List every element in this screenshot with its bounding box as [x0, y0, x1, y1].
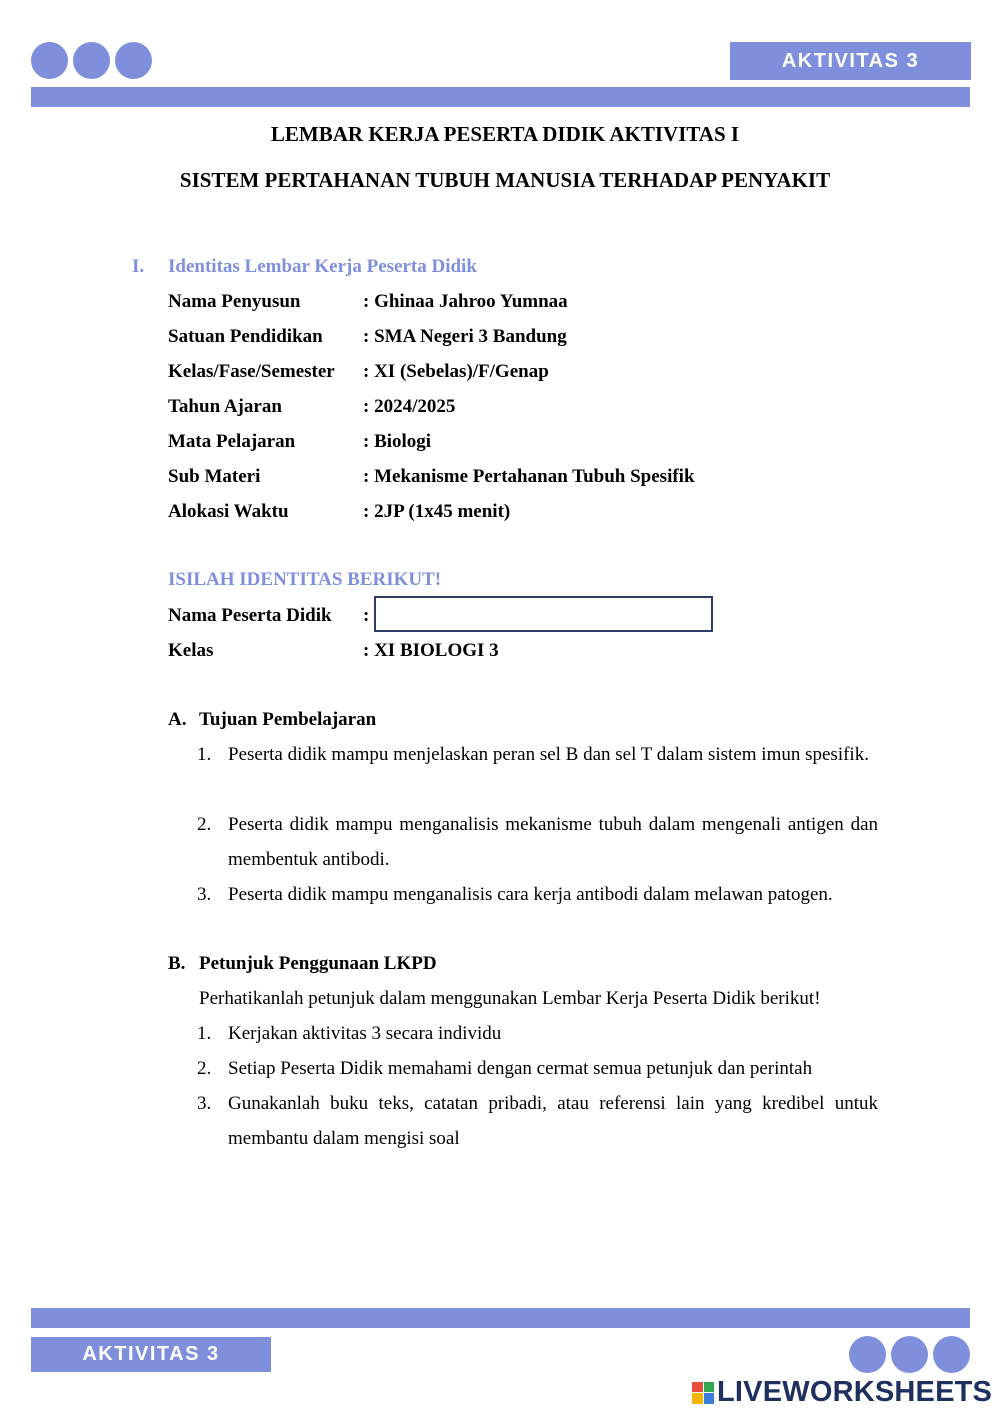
- goal-number: 2.: [197, 814, 212, 835]
- header-dot-2: [73, 42, 110, 79]
- identity-label: Mata Pelajaran: [168, 431, 296, 452]
- identity-value: : Mekanisme Pertahanan Tubuh Spesifik: [363, 466, 695, 487]
- header-dot-3: [115, 42, 152, 79]
- student-name-label: Nama Peserta Didik: [168, 605, 332, 626]
- identity-value: : Biologi: [363, 431, 432, 452]
- liveworksheets-logo[interactable]: [692, 1376, 992, 1409]
- student-class-value: : XI BIOLOGI 3: [363, 640, 499, 661]
- liveworksheets-logo-text: LIVEWORKSHEETS: [717, 1376, 993, 1408]
- identity-label: Sub Materi: [168, 466, 261, 487]
- student-class-label: Kelas: [168, 640, 214, 661]
- footer-dot-1: [849, 1336, 886, 1373]
- instruction-item: Kerjakan aktivitas 3 secara individu: [228, 1023, 502, 1044]
- identity-heading: Identitas Lembar Kerja Peserta Didik: [168, 256, 477, 277]
- instructions-intro: Perhatikanlah petunjuk dalam menggunakan Lembar Kerja Peserta Didik berikut!: [199, 988, 821, 1009]
- liveworksheets-logo-icon: [692, 1382, 714, 1404]
- identity-number: I.: [132, 256, 145, 277]
- instruction-item: Setiap Peserta Didik memahami dengan cermat semua petunjuk dan perintah: [228, 1058, 813, 1079]
- identity-value: : Ghinaa Jahroo Yumnaa: [363, 291, 568, 312]
- section-a-letter: A.: [168, 709, 187, 730]
- identity-label: Alokasi Waktu: [168, 501, 289, 522]
- section-b-letter: B.: [168, 953, 186, 974]
- identity-label: Tahun Ajaran: [168, 396, 282, 417]
- goal-item: Peserta didik mampu menganalisis cara kerja antibodi dalam melawan patogen.: [228, 884, 833, 905]
- instruction-item: Gunakanlah buku teks, catatan pribadi, atau referensi lain yang kredibel untuk membantu dalam mengisi soal: [228, 1093, 878, 1149]
- identity-value: : 2024/2025: [363, 396, 456, 417]
- student-heading: ISILAH IDENTITAS BERIKUT!: [168, 569, 442, 590]
- document-subtitle: SISTEM PERTAHANAN TUBUH MANUSIA TERHADAP PENYAKIT: [179, 168, 831, 192]
- goal-number: 3.: [197, 884, 212, 905]
- footer-activity-badge: AKTIVITAS 3: [31, 1337, 271, 1372]
- identity-label: Kelas/Fase/Semester: [168, 361, 335, 382]
- header-dot-1: [31, 42, 68, 79]
- identity-label: Satuan Pendidikan: [168, 326, 323, 347]
- instruction-number: 3.: [197, 1093, 212, 1114]
- identity-label: Nama Penyusun: [168, 291, 301, 312]
- footer-bar: [31, 1308, 970, 1328]
- header-bar: [31, 87, 970, 107]
- identity-value: : XI (Sebelas)/F/Genap: [363, 361, 549, 382]
- footer-dot-2: [891, 1336, 928, 1373]
- identity-value: : SMA Negeri 3 Bandung: [363, 326, 567, 347]
- instruction-number: 2.: [197, 1058, 212, 1079]
- header-activity-badge: AKTIVITAS 3: [730, 42, 971, 80]
- document-title: LEMBAR KERJA PESERTA DIDIK AKTIVITAS I: [270, 122, 740, 146]
- student-name-input[interactable]: [374, 596, 713, 632]
- section-b-heading: Petunjuk Penggunaan LKPD: [199, 953, 437, 974]
- footer-dot-3: [933, 1336, 970, 1373]
- student-name-colon: :: [363, 605, 370, 626]
- identity-value: : 2JP (1x45 menit): [363, 501, 511, 522]
- section-a-heading: Tujuan Pembelajaran: [199, 709, 377, 730]
- instruction-number: 1.: [197, 1023, 212, 1044]
- goal-number: 1.: [197, 744, 212, 765]
- goal-item: Peserta didik mampu menjelaskan peran sel B dan sel T dalam sistem imun spesifik.: [228, 744, 869, 765]
- goal-item: Peserta didik mampu menganalisis mekanisme tubuh dalam mengenali antigen dan membentuk antibodi.: [228, 814, 878, 870]
